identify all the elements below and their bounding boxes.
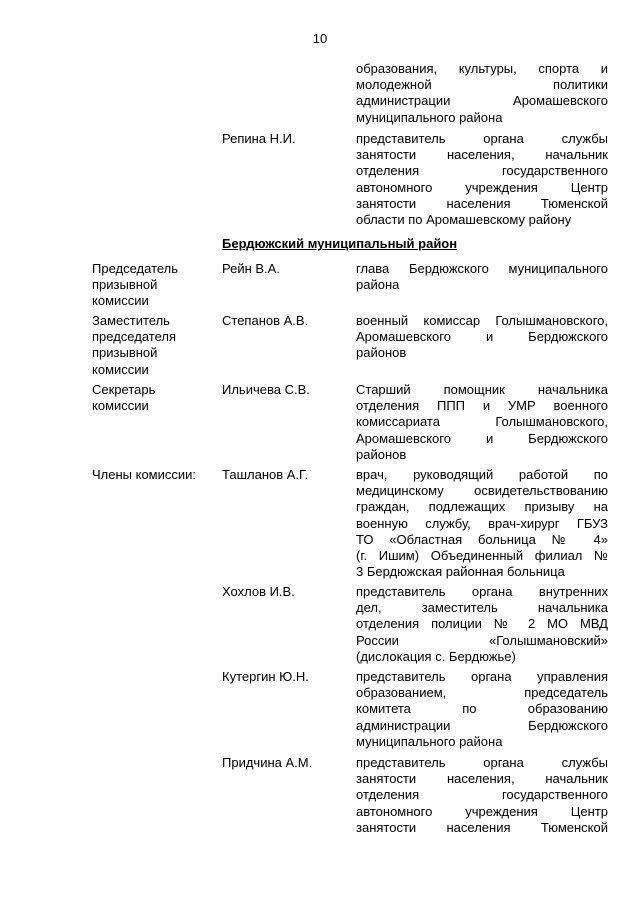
desc-line: отделения государственного xyxy=(356,163,608,179)
desc-line: представитель органа внутренних xyxy=(356,584,608,599)
role-line: комиссии xyxy=(92,398,149,414)
desc-line: военную службу, врач-хирург ГБУЗ xyxy=(356,515,608,531)
page-number: 10 xyxy=(312,31,328,46)
desc-line: ТО «Областная больница № 4» xyxy=(356,531,608,547)
desc-line: образования, культуры, спорта и xyxy=(356,61,608,76)
desc-line: отделения ППП и УМР военного xyxy=(356,398,608,414)
member-name: Хохлов И.В. xyxy=(222,584,295,599)
member-name: Ташланов А.Г. xyxy=(222,467,309,482)
member-name: Придчина А.М. xyxy=(222,755,313,770)
desc-line: представитель органа управления xyxy=(356,669,608,684)
desc-line: автономного учреждения Центр xyxy=(356,179,608,195)
role-line: призывной xyxy=(92,277,158,293)
role-line: комиссии xyxy=(92,293,149,309)
desc-line: военный комиссар Голышмановского, xyxy=(356,313,608,328)
desc-line: администрации Бердюжского xyxy=(356,717,608,733)
role-line: призывной xyxy=(92,345,158,361)
desc-line: 3 Бердюжская районная больница xyxy=(356,564,565,580)
desc-line: Аромашевского и Бердюжского xyxy=(356,430,608,446)
desc-line: образованием, председатель xyxy=(356,685,608,701)
desc-line: районов xyxy=(356,345,407,361)
desc-line: (дислокация с. Бердюжье) xyxy=(356,648,516,664)
member-duties xyxy=(356,584,608,665)
member-duties xyxy=(356,382,608,463)
member-name: Ильичева С.В. xyxy=(222,382,310,397)
member-duties xyxy=(356,467,608,580)
commission-role xyxy=(92,313,217,378)
member-name: Репина Н.И. xyxy=(222,131,296,146)
role-line: Заместитель xyxy=(92,313,170,328)
desc-line: занятости населения, начальник xyxy=(356,147,608,163)
desc-line: медицинскому освидетельствованию xyxy=(356,483,608,499)
desc-line: района xyxy=(356,277,400,293)
role-line: Председатель xyxy=(92,261,179,276)
member-name: Степанов А.В. xyxy=(222,313,309,328)
member-duties xyxy=(356,755,608,836)
desc-line: Старший помощник начальника xyxy=(356,382,608,397)
desc-line: автономного учреждения Центр xyxy=(356,803,608,819)
member-duties xyxy=(356,261,608,293)
desc-line: занятости населения, начальник xyxy=(356,771,608,787)
member-duties xyxy=(356,131,608,228)
commission-role xyxy=(92,382,217,414)
desc-line: отделения полиции № 2 МО МВД xyxy=(356,616,608,632)
member-duties xyxy=(356,313,608,362)
desc-line: молодежной политики xyxy=(356,77,608,93)
desc-line: глава Бердюжского муниципального xyxy=(356,261,608,276)
desc-line: Аромашевского и Бердюжского xyxy=(356,329,608,345)
commission-role xyxy=(92,467,217,483)
desc-line: представитель органа службы xyxy=(356,755,608,770)
desc-line: муниципального района xyxy=(356,733,503,749)
desc-line: дел, заместитель начальника xyxy=(356,600,608,616)
desc-line: области по Аромашевскому району xyxy=(356,211,572,227)
commission-role xyxy=(92,261,217,310)
section-title: Бердюжский муниципальный район xyxy=(222,236,458,251)
desc-line: занятости населения Тюменской xyxy=(356,819,608,835)
desc-line: районов xyxy=(356,446,407,462)
desc-line: представитель органа службы xyxy=(356,131,608,146)
role-line: председателя xyxy=(92,329,177,345)
desc-line: (г. Ишим) Объединенный филиал № xyxy=(356,547,608,563)
desc-line: комиссариата Голышмановского, xyxy=(356,414,608,430)
member-name: Рейн В.А. xyxy=(222,261,280,276)
desc-line: занятости населения Тюменской xyxy=(356,195,608,211)
role-line: Секретарь xyxy=(92,382,156,397)
desc-line: граждан, подлежащих призыву на xyxy=(356,499,608,515)
desc-line: врач, руководящий работой по xyxy=(356,467,608,482)
member-duties-continued xyxy=(356,61,608,126)
role-line: комиссии xyxy=(92,361,149,377)
member-name: Кутергин Ю.Н. xyxy=(222,669,309,684)
desc-line: комитета по образованию xyxy=(356,701,608,717)
member-duties xyxy=(356,669,608,750)
desc-line: России «Голышмановский» xyxy=(356,632,608,648)
role-line: Члены комиссии: xyxy=(92,467,197,482)
desc-line: муниципального района xyxy=(356,109,503,125)
desc-line: отделения государственного xyxy=(356,787,608,803)
desc-line: администрации Аромашевского xyxy=(356,93,608,109)
